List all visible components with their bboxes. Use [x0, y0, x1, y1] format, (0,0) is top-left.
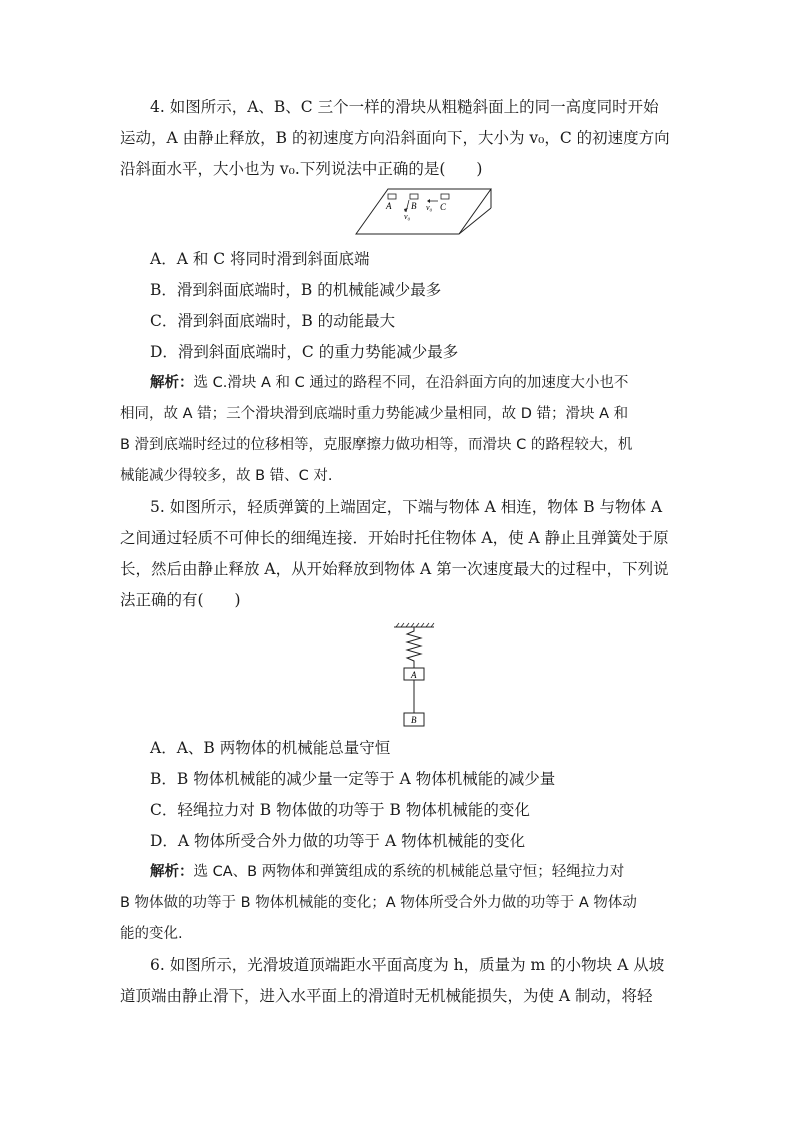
q6-stem-line: 6. 如图所示，光滑坡道顶端距水平面高度为 h，质量为 m 的小物块 A 从坡: [150, 956, 665, 974]
q5-stem-line: 之间通过轻质不可伸长的细绳连接．开始时托住物体 A，使 A 静止且弹簧处于原: [120, 529, 669, 547]
q5-spring-figure: [390, 622, 440, 730]
arrow-b: [406, 200, 409, 212]
q4-stem-line: 沿斜面水平，大小也为 v₀.下列说法中正确的是( ): [120, 160, 483, 178]
q4-incline-figure: [353, 186, 493, 238]
label-b: B: [411, 201, 417, 211]
q4-solution-line: B 滑到底端时经过的位移相等，克服摩擦力做功相等，而滑块 C 的路程较大，机: [120, 437, 633, 453]
q4-options: [120, 244, 675, 368]
q4-solution-line: 相同，故 A 错；三个滑块滑到底端时重力势能减少量相同，故 D 错；滑块 A 和: [120, 406, 629, 422]
label-b: B: [411, 715, 417, 725]
q4-option-b: B．滑到斜面底端时，B 的机械能减少最多: [150, 281, 442, 299]
q4-solution-line: 选 C.滑块 A 和 C 通过的路程不同，在沿斜面方向的加速度大小也不: [193, 375, 629, 391]
q6-stem: [120, 950, 675, 1012]
q4-option-d: D．滑到斜面底端时，C 的重力势能减少最多: [150, 343, 459, 361]
q5-options: [120, 733, 675, 857]
q4-option-c: C．滑到斜面底端时，B 的动能最大: [150, 312, 396, 330]
block-a: [388, 194, 396, 199]
q5-stem: [120, 492, 675, 616]
q4-solution-label: 解析：: [150, 375, 194, 391]
q5-option-d: D．A 物体所受合外力做的功等于 A 物体机械能的变化: [150, 832, 526, 850]
q5-option-b: B．B 物体机械能的减少量一定等于 A 物体机械能的减少量: [150, 770, 556, 788]
label-v0-b: v₀: [404, 212, 411, 221]
q5-solution-line: 能的变化.: [120, 926, 183, 942]
block-c: [441, 194, 449, 199]
label-a: A: [411, 670, 417, 680]
q5-stem-line: 长，然后由静止释放 A，从开始释放到物体 A 第一次速度最大的过程中，下列说: [120, 560, 669, 578]
label-a: A: [386, 201, 392, 211]
q5-option-c: C．轻绳拉力对 B 物体做的功等于 B 物体机械能的变化: [150, 801, 530, 819]
q5-solution-line: B 物体做的功等于 B 物体机械能的变化；A 物体所受合外力做的功等于 A 物体动: [120, 895, 637, 911]
q4-stem: [120, 92, 675, 185]
spring: [407, 627, 421, 668]
q5-solution: [120, 857, 675, 950]
q5-stem-line: 法正确的有( ): [120, 591, 241, 609]
q6-stem-line: 道顶端由静止滑下，进入水平面上的滑道时无机械能损失，为使 A 制动，将轻: [120, 987, 653, 1005]
q4-solution-line: 械能减少得较多，故 B 错、C 对.: [120, 468, 333, 484]
q5-solution-label: 解析：: [150, 864, 194, 880]
q4-stem-line: 4. 如图所示，A、B、C 三个一样的滑块从粗糙斜面上的同一高度同时开始: [150, 98, 659, 116]
label-c: C: [440, 202, 447, 212]
block-b: [410, 194, 418, 199]
q4-stem-line: 运动，A 由静止释放，B 的初速度方向沿斜面向下，大小为 v₀，C 的初速度方向: [120, 129, 670, 147]
label-v0-c: v₀: [426, 203, 433, 212]
q5-stem-line: 5. 如图所示，轻质弹簧的上端固定，下端与物体 A 相连，物体 B 与物体 A: [150, 498, 663, 516]
q4-solution: [120, 368, 675, 492]
q5-solution-line: 选 CA、B 两物体和弹簧组成的系统的机械能总量守恒；轻绳拉力对: [193, 864, 625, 880]
q4-option-a: A．A 和 C 将同时滑到斜面底端: [150, 250, 370, 268]
q5-option-a: A．A、B 两物体的机械能总量守恒: [150, 739, 391, 757]
